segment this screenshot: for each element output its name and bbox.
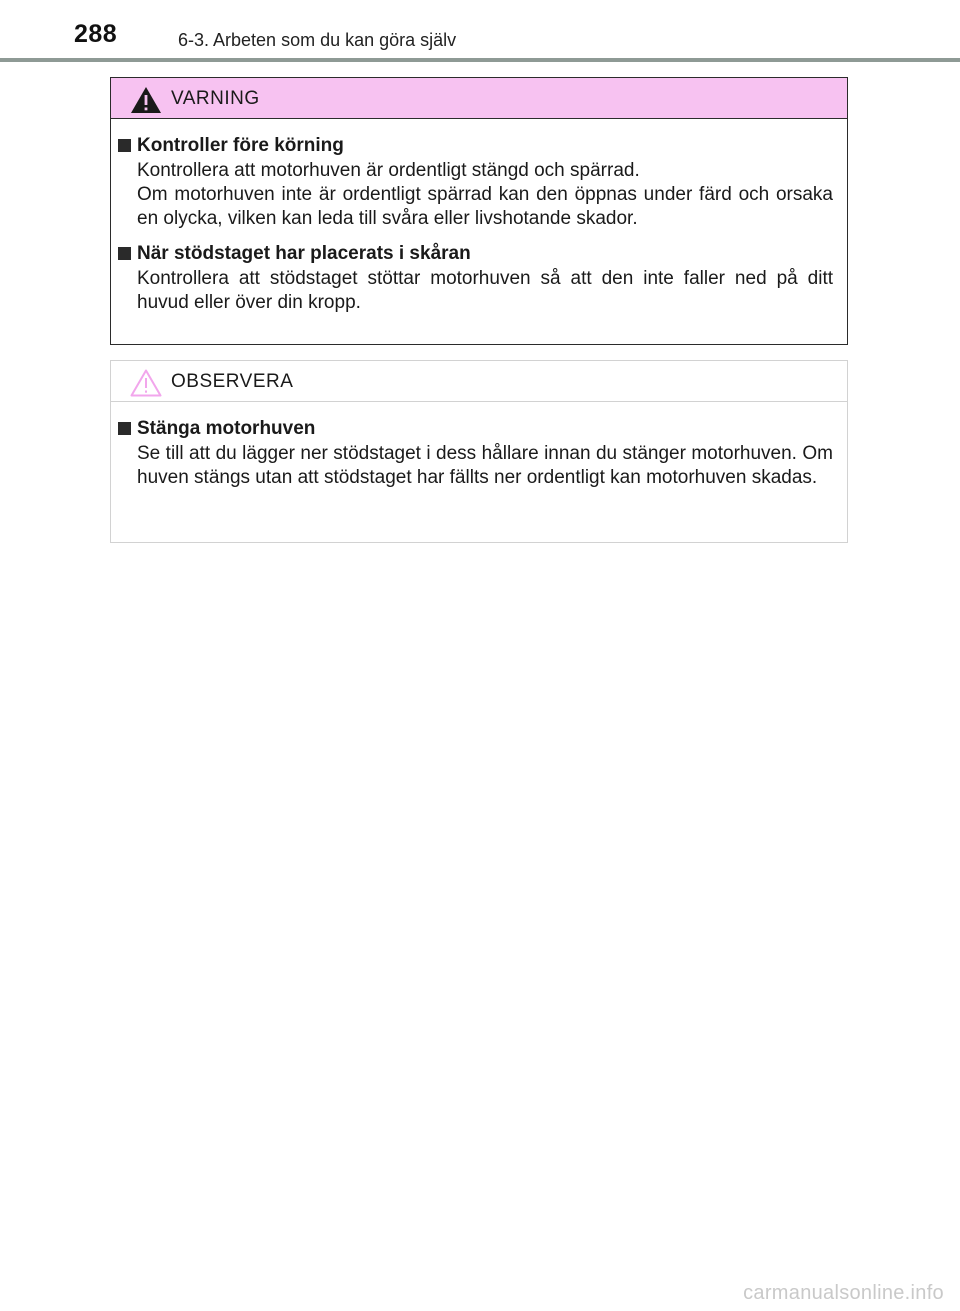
square-bullet-icon [118, 247, 131, 260]
paragraph: Kontrollera att motorhuven är ordentligt stängd och spärrad. [137, 160, 640, 181]
warning-item-title-text: När stödstaget har placerats i skåran [137, 243, 471, 264]
notice-item [118, 416, 833, 490]
warning-item [118, 241, 833, 315]
notice-box-body [111, 402, 847, 490]
caution-triangle-outline-icon [129, 368, 163, 398]
warning-item-text [118, 267, 833, 315]
warning-triangle-icon [129, 85, 163, 115]
section-title: 6-3. Arbeten som du kan göra själv [178, 30, 457, 50]
square-bullet-icon [118, 422, 131, 435]
notice-box [110, 360, 848, 543]
warning-item-title [118, 241, 833, 267]
notice-item-title [118, 416, 833, 442]
square-bullet-icon [118, 139, 131, 152]
notice-box-label: OBSERVERA [171, 371, 294, 392]
warning-box-label: VARNING [171, 88, 260, 109]
warning-item-title-text: Kontroller före körning [137, 135, 344, 156]
paragraph: Kontrollera att stödstaget stöttar motorhuven så att den inte faller ned på ditt huvud eller över din kropp. [137, 268, 833, 313]
watermark: carmanualsonline.info [743, 1282, 944, 1304]
warning-item-text [118, 159, 833, 231]
warning-item [118, 133, 833, 231]
notice-item-text [118, 442, 833, 490]
paragraph: Om motorhuven inte är ordentligt spärrad kan den öppnas under färd och orsaka en olycka, vilken kan leda till svåra eller livshotande skador. [137, 184, 833, 229]
warning-box [110, 77, 848, 345]
warning-item-title [118, 133, 833, 159]
page-header [0, 0, 960, 62]
notice-box-header [111, 361, 847, 402]
paragraph: Se till att du lägger ner stödstaget i dess hållare innan du stänger motorhuven. Om huven stängs utan att stödstaget har fällts ner ordentligt kan motorhuven skadas. [137, 443, 833, 488]
notice-item-title-text: Stänga motorhuven [137, 418, 316, 439]
warning-box-header [111, 78, 847, 119]
page-number: 288 [74, 20, 118, 48]
header-divider [0, 58, 960, 62]
warning-box-body [111, 119, 847, 315]
